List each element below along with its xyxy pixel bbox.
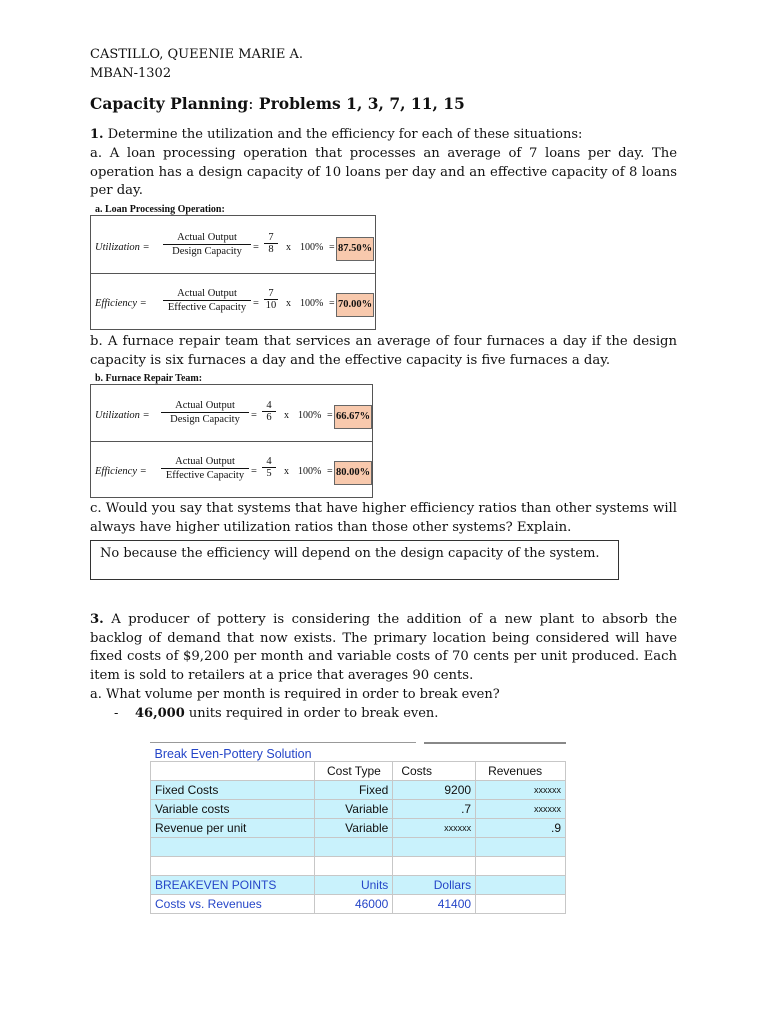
bullet-dash: - bbox=[114, 706, 119, 721]
costs-cell: .7 bbox=[393, 800, 476, 819]
problem3-text bbox=[90, 611, 677, 685]
hundred-percent: 100% bbox=[300, 242, 324, 253]
revenues-cell: .9 bbox=[476, 819, 566, 838]
value-denominator: 8 bbox=[268, 244, 274, 255]
equals-sign-2: = bbox=[327, 466, 333, 477]
utilization-row bbox=[91, 398, 372, 436]
equals-sign: = bbox=[253, 298, 259, 309]
problem1-prompt bbox=[90, 127, 582, 142]
efficiency-label: Efficiency = bbox=[95, 298, 147, 309]
value-numerator: 4 bbox=[262, 400, 276, 412]
title-separator: : bbox=[248, 95, 254, 113]
times-sign: x bbox=[286, 242, 291, 253]
breakeven-header-row bbox=[151, 876, 566, 895]
empty-row bbox=[151, 838, 566, 857]
formula-denominator: Design Capacity bbox=[172, 246, 242, 257]
formula-numerator: Actual Output bbox=[163, 288, 251, 301]
efficiency-values bbox=[264, 288, 278, 311]
breakeven-row-label: Costs vs. Revenues bbox=[151, 895, 315, 914]
equals-sign-2: = bbox=[329, 242, 335, 253]
times-sign: x bbox=[286, 298, 291, 309]
cost-type-cell: Variable bbox=[315, 819, 393, 838]
answer-text: No because the efficiency will depend on the design capacity of the system. bbox=[100, 546, 600, 561]
empty-row bbox=[151, 857, 566, 876]
revenues-cell: xxxxxx bbox=[476, 781, 566, 800]
course-code: MBAN-1302 bbox=[90, 66, 172, 81]
utilization-result: 87.50% bbox=[336, 237, 374, 261]
value-numerator: 4 bbox=[262, 456, 276, 468]
author-name: CASTILLO, QUEENIE MARIE A. bbox=[90, 47, 303, 62]
utilization-formula bbox=[161, 400, 249, 425]
value-denominator: 5 bbox=[266, 468, 272, 479]
sheet-title: Break Even-Pottery Solution bbox=[151, 744, 566, 762]
utilization-formula bbox=[163, 232, 251, 257]
costs-cell: 9200 bbox=[393, 781, 476, 800]
table-row bbox=[151, 819, 566, 838]
times-sign: x bbox=[284, 410, 289, 421]
equals-sign: = bbox=[253, 242, 259, 253]
breakeven-dollars-cell: 41400 bbox=[393, 895, 476, 914]
formula-denominator: Effective Capacity bbox=[167, 302, 247, 313]
hundred-percent: 100% bbox=[298, 410, 322, 421]
efficiency-formula bbox=[163, 288, 251, 313]
cost-type-cell: Variable bbox=[315, 800, 393, 819]
breakeven-spreadsheet bbox=[150, 744, 566, 914]
problem1-c-text: c. Would you say that systems that have higher efficiency ratios than other systems will always have higher utilization ratios than those other systems? Explain. bbox=[90, 501, 677, 535]
times-sign: x bbox=[284, 466, 289, 477]
breakeven-row bbox=[151, 895, 566, 914]
table-row bbox=[151, 781, 566, 800]
loan-processing-box bbox=[90, 204, 376, 330]
value-numerator: 7 bbox=[264, 232, 278, 244]
utilization-row bbox=[91, 230, 375, 268]
utilization-result: 66.67% bbox=[334, 405, 372, 429]
box-divider bbox=[91, 441, 372, 442]
row-label: Variable costs bbox=[151, 800, 315, 819]
dollars-header: Dollars bbox=[393, 876, 476, 895]
breakeven-units: 46,000 bbox=[135, 706, 185, 721]
costs-cell: xxxxxx bbox=[393, 819, 476, 838]
equals-sign-2: = bbox=[329, 298, 335, 309]
header-costs: Costs bbox=[393, 762, 476, 781]
cost-type-cell: Fixed bbox=[315, 781, 393, 800]
equals-sign-2: = bbox=[327, 410, 333, 421]
formula-denominator: Effective Capacity bbox=[165, 470, 245, 481]
box-caption: b. Furnace Repair Team: bbox=[95, 373, 203, 384]
empty-cell bbox=[476, 876, 566, 895]
title-problems: Problems 1, 3, 7, 11, 15 bbox=[253, 94, 465, 113]
row-label: Revenue per unit bbox=[151, 819, 315, 838]
utilization-label: Utilization = bbox=[95, 242, 150, 253]
header-cost-type: Cost Type bbox=[315, 762, 393, 781]
value-numerator: 7 bbox=[264, 288, 278, 300]
efficiency-formula bbox=[161, 456, 249, 481]
header-cell bbox=[151, 762, 315, 781]
furnace-repair-box bbox=[90, 373, 373, 498]
breakeven-label: BREAKEVEN POINTS bbox=[151, 876, 315, 895]
answer-box bbox=[90, 540, 619, 580]
formula-denominator: Design Capacity bbox=[170, 414, 240, 425]
efficiency-row bbox=[91, 286, 375, 324]
efficiency-row bbox=[91, 454, 372, 492]
equals-sign: = bbox=[251, 466, 257, 477]
value-denominator: 10 bbox=[265, 300, 277, 311]
empty-cell bbox=[476, 895, 566, 914]
box-caption: a. Loan Processing Operation: bbox=[95, 204, 225, 215]
efficiency-result: 80.00% bbox=[334, 461, 372, 485]
utilization-values bbox=[264, 232, 278, 255]
bullet-text bbox=[135, 706, 438, 721]
sheet-top-rule bbox=[150, 742, 416, 743]
problem3-a-text: a. What volume per month is required in order to break even? bbox=[90, 687, 500, 702]
hundred-percent: 100% bbox=[300, 298, 324, 309]
problem1-number: 1. bbox=[90, 127, 104, 142]
formula-numerator: Actual Output bbox=[161, 400, 249, 413]
box-divider bbox=[91, 273, 375, 274]
problem1-prompt-text: Determine the utilization and the efficiency for each of these situations: bbox=[103, 127, 583, 142]
equals-sign: = bbox=[251, 410, 257, 421]
table-row bbox=[151, 800, 566, 819]
revenues-cell: xxxxxx bbox=[476, 800, 566, 819]
breakeven-units-cell: 46000 bbox=[315, 895, 393, 914]
efficiency-result: 70.00% bbox=[336, 293, 374, 317]
problem3-number: 3. bbox=[90, 612, 104, 627]
units-header: Units bbox=[315, 876, 393, 895]
bullet-rest: units required in order to break even. bbox=[184, 706, 439, 721]
utilization-values bbox=[262, 400, 276, 423]
formula-numerator: Actual Output bbox=[163, 232, 251, 245]
hundred-percent: 100% bbox=[298, 466, 322, 477]
problem1-b-text: b. A furnace repair team that services an average of four furnaces a day if the design capacity is six furnaces a day and the effective capacity is five furnaces a day. bbox=[90, 334, 677, 368]
header-revenues: Revenues bbox=[476, 762, 566, 781]
utilization-label: Utilization = bbox=[95, 410, 150, 421]
value-denominator: 6 bbox=[266, 412, 272, 423]
efficiency-values bbox=[262, 456, 276, 479]
problem3-body: A producer of pottery is considering the addition of a new plant to absorb the backlog of demand that now exists. The primary location being considered will have fixed costs of $9,200 per month and variable costs of 70 cents per unit produced. Each item is sold to retailers at a price that averages 90 cents. bbox=[90, 612, 677, 683]
page-title bbox=[90, 94, 465, 113]
problem1-a-text: a. A loan processing operation that processes an average of 7 loans per day. The operation has a design capacity of 10 loans per day and an effective capacity of 8 loans per day. bbox=[90, 146, 677, 198]
formula-numerator: Actual Output bbox=[161, 456, 249, 469]
efficiency-label: Efficiency = bbox=[95, 466, 147, 477]
row-label: Fixed Costs bbox=[151, 781, 315, 800]
title-bold: Capacity Planning bbox=[90, 94, 249, 113]
